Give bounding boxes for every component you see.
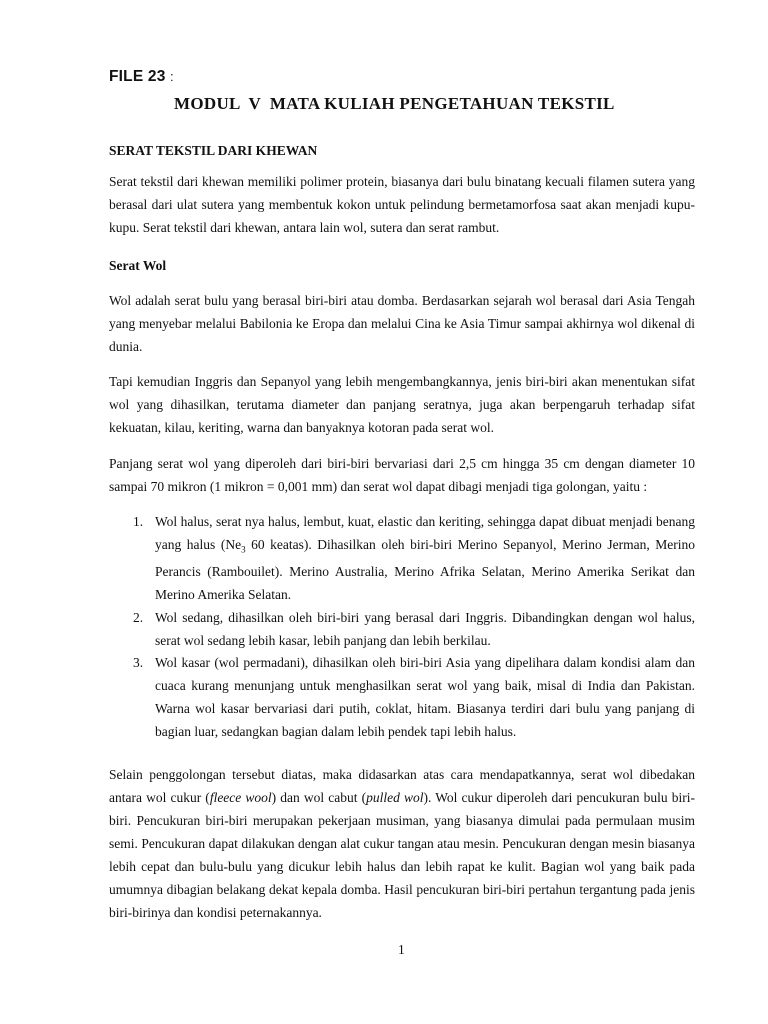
file-label-text: FILE 23	[109, 68, 166, 85]
page-number: 1	[398, 942, 405, 957]
list-item-text-continued: 60 keatas). Dihasilkan oleh biri-biri Merino Sepanyol, Merino Jerman, Merino Perancis (Rambouilet). Merino Australia, Merino Afrika Selatan, Merino Amerika Serikat dan Merino Amerika Selatan.	[155, 536, 695, 603]
paragraph-wol-length: Panjang serat wol yang diperoleh dari biri-biri bervariasi dari 2,5 cm hingga 35 cm dengan diameter 10 sampai 70 mikron (1 mikron = 0,001 mm) dan serat wol dapat dibagi menjadi tiga golongan, yaitu :	[109, 456, 695, 494]
list-item-text: Wol kasar (wol permadani), dihasilkan oleh biri-biri Asia yang dipelihara dalam kondisi alam dan cuaca kurang menunjang untuk menghasilkan serat wol yang baik, misal di India dan Pakistan. Warna wol kasar bervariasi dari putih, coklat, hitam. Biasanya terdiri dari bulu yang panjang di bagian luar, sedangkan bagian dalam lebih pendek tapi lebih halus.	[155, 655, 695, 739]
list-item-number: 2.	[133, 609, 144, 625]
paragraph-wol-harvesting	[109, 763, 695, 924]
paragraph-text: Selain penggolongan tersebut diatas, maka didasarkan atas cara mendapatkannya, serat wol dibedakan antara wol cukur (	[109, 767, 695, 805]
wool-classification-list	[109, 511, 695, 744]
list-item-text: Wol sedang, dihasilkan oleh biri-biri yang berasal dari Inggris. Dibandingkan dengan wol halus, serat wol sedang lebih kasar, lebih panjang dan lebih berkilau.	[155, 609, 695, 648]
list-item-subscript: 3	[241, 544, 246, 555]
paragraph-wol-definition: Wol adalah serat bulu yang berasal biri-biri atau domba. Berdasarkan sejarah wol berasal dari Asia Tengah yang menyebar melalui Babilonia ke Eropa dan melalui Cina ke Asia Timur sampai akhirnya wol dikenal di dunia.	[109, 293, 695, 354]
page-title: MODUL V MATA KULIAH PENGETAHUAN TEKSTIL	[174, 94, 615, 113]
list-item	[109, 511, 695, 607]
list-item	[109, 607, 695, 653]
file-label	[109, 68, 174, 86]
list-item	[109, 652, 695, 743]
file-label-colon: :	[170, 69, 174, 84]
section-heading-serat-tekstil: SERAT TEKSTIL DARI KHEWAN	[109, 143, 318, 158]
term-fleece-wool: fleece wool	[209, 790, 272, 805]
paragraph-text: ). Wol cukur diperoleh dari pencukuran bulu biri-biri. Pencukuran biri-biri merupakan pekerjaan musiman, yang biasanya dimulai pada permulaan musim semi. Pencukuran dapat dilakukan dengan alat cukur tangan atau mesin. Pencukuran dengan mesin biasanya lebih cepat dan bulu-bulu yang dicukur lebih halus dan lebih rapat ke kulit. Bagian wol yang baik pada umumnya dibagian belakang dekat kepala domba. Hasil pencukuran biri-biri pertahun tergantung pada jenis biri-birinya dan kondisi peternakannya.	[109, 790, 695, 920]
term-pulled-wol: pulled wol	[366, 790, 424, 805]
section-heading-serat-wol: Serat Wol	[109, 258, 167, 273]
list-item-text: Wol halus, serat nya halus, lembut, kuat, elastic dan keriting, sehingga dapat dibuat menjadi benang yang halus (Ne	[155, 514, 695, 552]
paragraph-wol-development: Tapi kemudian Inggris dan Sepanyol yang lebih mengembangkannya, jenis biri-biri akan menentukan sifat wol yang dihasilkan, terutama diameter dan panjang seratnya, juga akan berpengaruh terhadap sifat kekuatan, kilau, keriting, warna dan banyaknya kotoran pada serat wol.	[109, 374, 695, 435]
list-item-number: 3.	[133, 655, 144, 671]
list-item-number: 1.	[133, 514, 144, 529]
paragraph-text: ) dan wol cabut (	[271, 790, 367, 805]
paragraph-intro: Serat tekstil dari khewan memiliki polimer protein, biasanya dari bulu binatang kecuali filamen sutera yang berasal dari ulat sutera yang membentuk kokon untuk pelindung bermetamorfosa saat akan menjadi kupu-kupu. Serat tekstil dari khewan, antara lain wol, sutera dan serat rambut.	[109, 174, 695, 235]
